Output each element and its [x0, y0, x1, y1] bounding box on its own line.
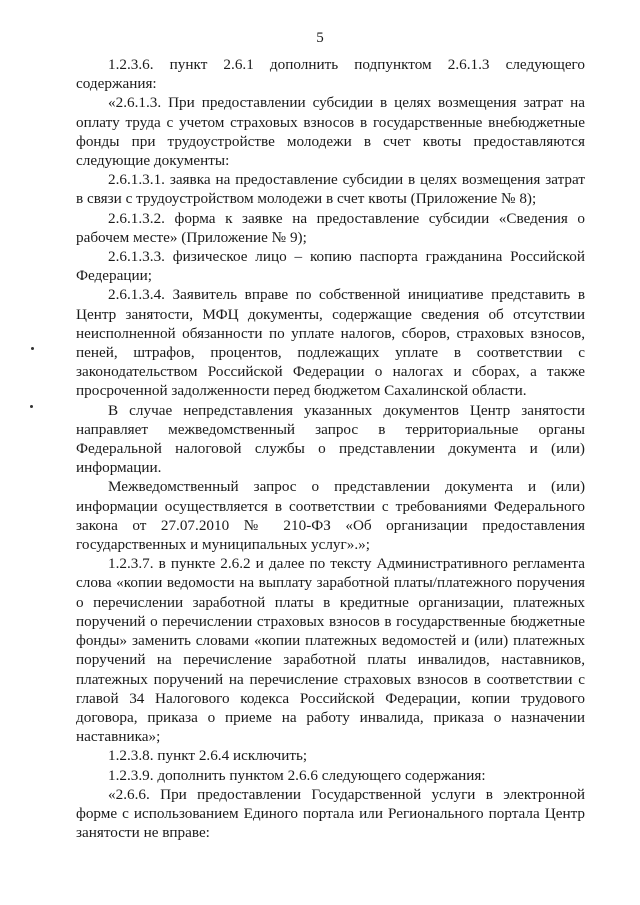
paragraph-2-6-1-3-4: 2.6.1.3.4. Заявитель вправе по собственной инициативе представить в Центр занятости, МФЦ документы, содержащие сведения об отсутствии неисполненной обязанности по уплате налогов, сборов, страховых взносов, пеней, штрафов, процентов, подлежащих уплате в соответствии с законодательством Российской Федерации о налогах и сборах, а также просроченной задолженности перед бюджетом Сахалинской области. [76, 286, 585, 400]
paragraph-1-2-3-9: 1.2.3.9. дополнить пунктом 2.6.6 следующего содержания: [108, 766, 486, 784]
paragraph-1-2-3-8: 1.2.3.8. пункт 2.6.4 исключить; [108, 747, 308, 765]
paragraph-2-6-1-3-1: 2.6.1.3.1. заявка на предоставление субсидии в целях возмещения затрат в связи с трудоустройством молодежи в счет квоты (Приложение № 8); [76, 171, 585, 208]
paragraph-2-6-1-3-2: 2.6.1.3.2. форма к заявке на предоставление субсидии «Сведения о рабочем месте» (Приложение № 9); [76, 209, 585, 246]
scan-speck [31, 347, 34, 350]
paragraph-interagency-request: В случае непредставления указанных документов Центр занятости направляет межведомственный запрос в территориальные органы Федеральной налоговой службы о представлении документа и (или) информации. [76, 401, 585, 477]
paragraph-1-2-3-7: 1.2.3.7. в пункте 2.6.2 и далее по тексту Административного регламента слова «копии ведомости на выплату заработной платы/платежного поручения о перечислении заработной платы в кредитные организации, платежных поручений о перечислении страховых взносов в государственные бюджетные фонды» заменить словами «копии платежных ведомостей и (или) платежных поручений на перечисление заработной платы инвалидов, наставников, платежных поручений на перечисление страховых взносов в соответствии с главой 34 Налогового кодекса Российской Федерации, копии трудового договора, приказа о приеме на работу инвалида, приказа о назначении наставника»; [76, 555, 585, 746]
page-number: 5 [316, 30, 324, 46]
paragraph-1-2-3-6: 1.2.3.6. пункт 2.6.1 дополнить подпунктом 2.6.1.3 следующего содержания: [76, 56, 585, 93]
scan-speck [30, 405, 33, 408]
paragraph-2-6-6: «2.6.6. При предоставлении Государственной услуги в электронной форме с использованием Единого портала или Регионального портала Центр занятости не вправе: [76, 785, 585, 842]
paragraph-2-6-1-3: «2.6.1.3. При предоставлении субсидии в целях возмещения затрат на оплату труда с учетом страховых взносов в государственные внебюджетные фонды при трудоустройстве молодежи в счет квоты предоставляются следующие документы: [76, 94, 585, 170]
paragraph-2-6-1-3-3: 2.6.1.3.3. физическое лицо – копию паспорта гражданина Российской Федерации; [76, 248, 585, 285]
paragraph-interagency-request-law: Межведомственный запрос о представлении документа и (или) информации осуществляется в соответствии с требованиями Федерального закона от 27.07.2010 № 210-ФЗ «Об организации предоставления государственных и муниципальных услуг».»; [76, 478, 585, 554]
document-body [76, 55, 585, 842]
